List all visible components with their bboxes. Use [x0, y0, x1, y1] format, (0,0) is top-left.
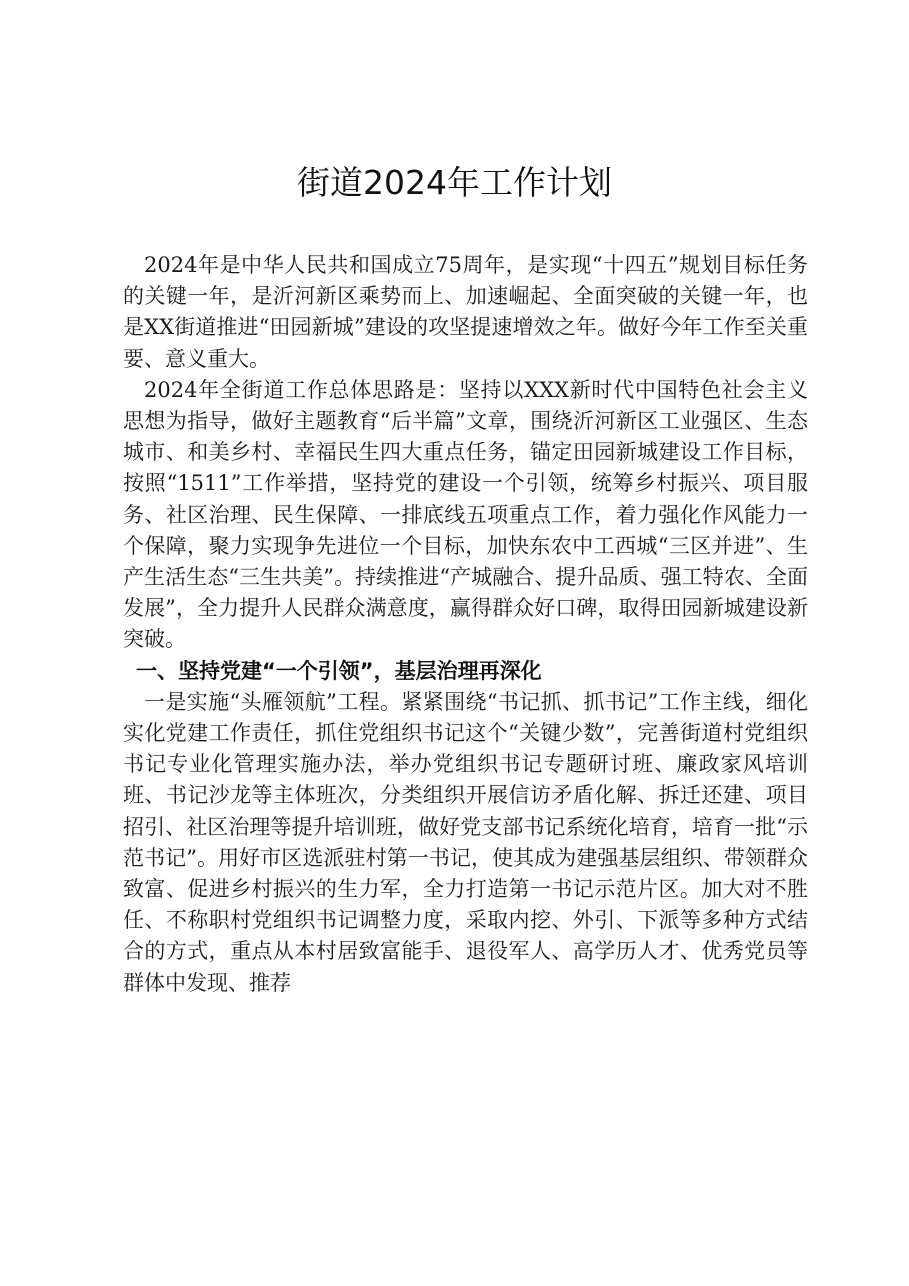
section-1-paragraph: 一是实施“头雁领航”工程。紧紧围绕“书记抓、抓书记”工作主线，细化实化党建工作责任，抓住党组织书记这个“关键少数”，完善街道村党组织书记专业化管理实施办法，举办党组织书记专题研讨班、廉政家风培训班、书记沙龙等主体班次，分类组织开展信访矛盾化解、拆迁还建、项目招引、社区治理等提升培训班，做好党支部书记系统化培育，培育一批“示范书记”。用好市区选派驻村第一书记，使其成为建强基层组织、带领群众致富、促进乡村振兴的生力军，全力打造第一书记示范片区。加大对不胜任、不称职村党组织书记调整力度，采取内挖、外引、下派等多种方式结合的方式，重点从本村居致富能手、退役军人、高学历人才、优秀党员等群体中发现、推荐 [123, 689, 808, 995]
intro-paragraph: 2024年是中华人民共和国成立75周年，是实现“十四五”规划目标任务的关键一年，是沂河新区乘势而上、加速崛起、全面突破的关键一年，也是XX街道推进“田园新城”建设的攻坚提速增效之年。做好今年工作至关重要、意义重大。 [123, 253, 808, 371]
section-heading-1: 一、坚持党建“一个引领”，基层治理再深化 [136, 658, 542, 683]
document-title: 街道2024年工作计划 [297, 163, 612, 202]
document-body [123, 250, 808, 999]
overall-approach-paragraph: 2024年全街道工作总体思路是：坚持以XXX新时代中国特色社会主义思想为指导，做好主题教育“后半篇”文章，围绕沂河新区工业强区、生态城市、和美乡村、幸福民生四大重点任务，锚定田园新城建设工作目标，按照“1511”工作举措，坚持党的建设一个引领，统筹乡村振兴、项目服务、社区治理、民生保障、一排底线五项重点工作，着力强化作风能力一个保障，聚力实现争先进位一个目标，加快东农中工西城“三区并进”、生产生活生态“三生共美”。持续推进“产城融合、提升品质、强工特农、全面发展”，全力提升人民群众满意度，赢得群众好口碑，取得田园新城建设新突破。 [123, 377, 808, 652]
